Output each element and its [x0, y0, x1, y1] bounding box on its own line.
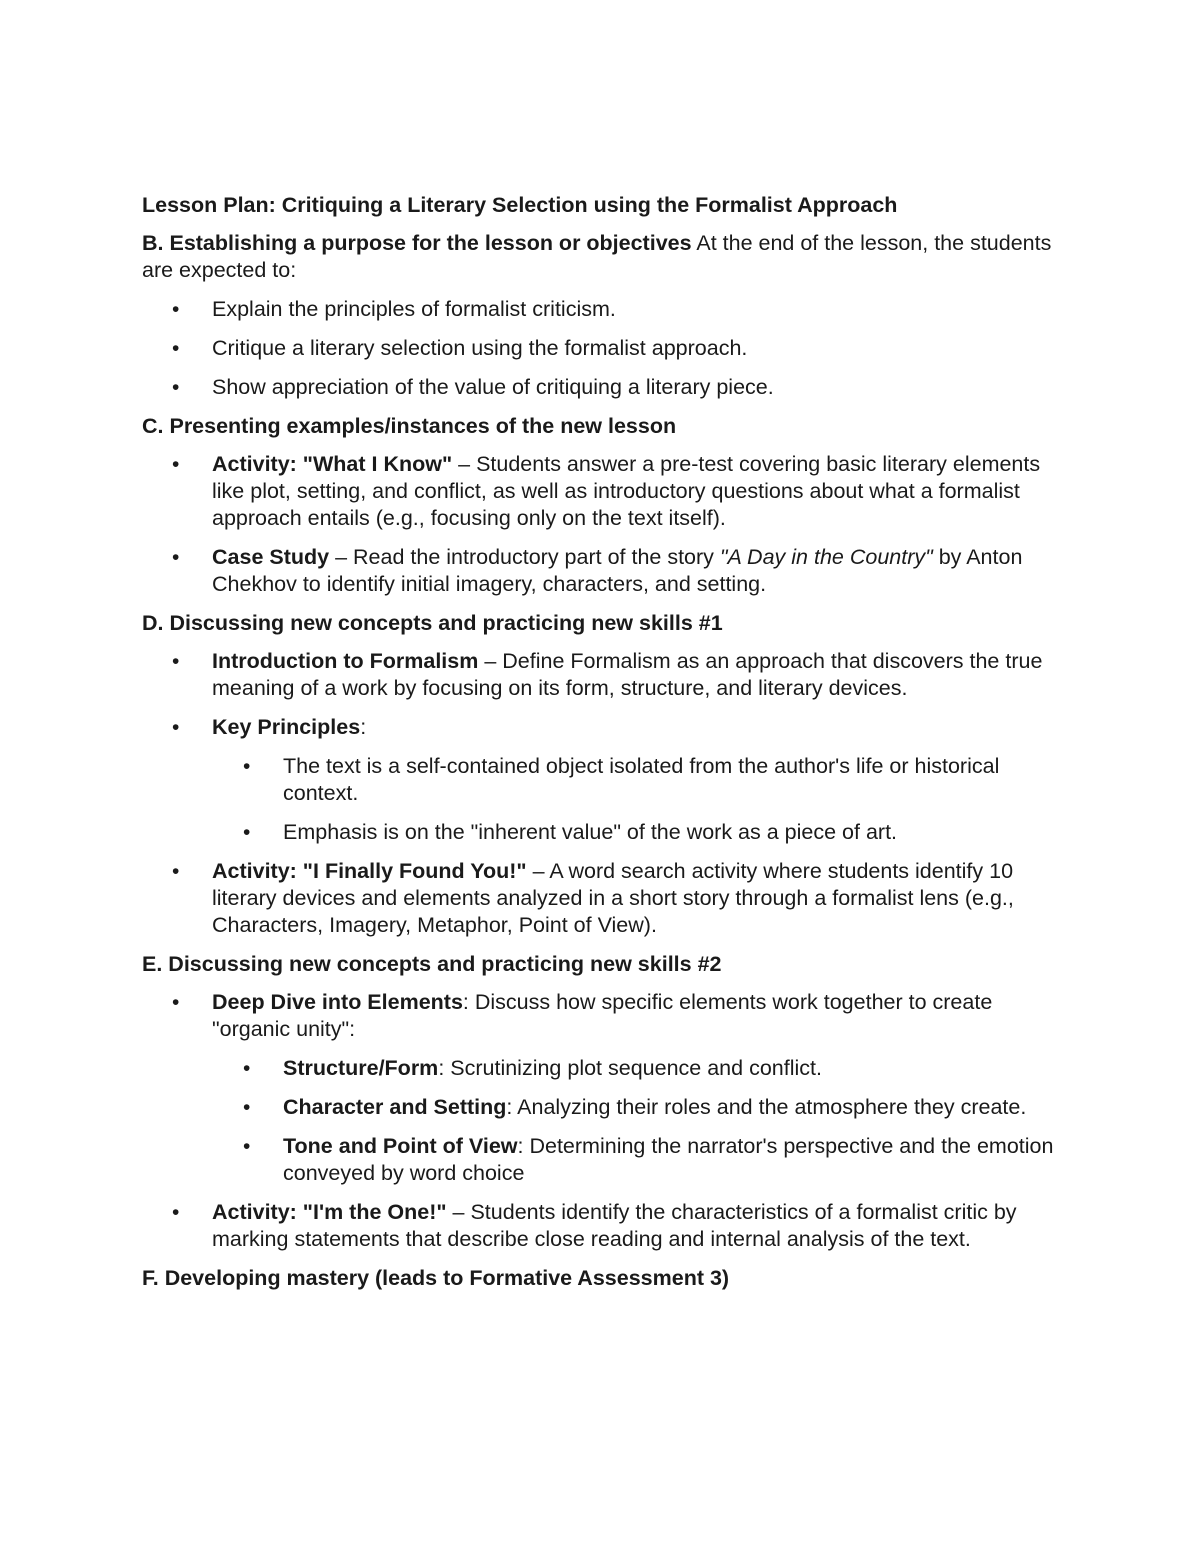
section-b-heading: B. Establishing a purpose for the lesson or objectives: [142, 231, 692, 255]
objective-text: Show appreciation of the value of critiquing a literary piece.: [212, 375, 774, 399]
list-item: [142, 1199, 1062, 1253]
item-label: Deep Dive into Elements: [212, 990, 463, 1014]
subitem-text: The text is a self-contained object isolated from the author's life or historical context.: [283, 754, 1000, 805]
item-text: – Students identify the characteristics of a formalist critic by marking statements that describe close reading and internal analysis of the text.: [212, 1200, 1017, 1251]
section-b: [142, 230, 1062, 284]
document-page: [142, 192, 1062, 1303]
subitem-text: : Analyzing their roles and the atmosphere they create.: [506, 1095, 1027, 1119]
subitem-text: : Determining the narrator's perspective and the emotion conveyed by word choice: [283, 1134, 1054, 1185]
item-label: Key Principles: [212, 715, 361, 739]
item-text: by Anton Chekhov to identify initial imagery, characters, and setting.: [212, 545, 1023, 596]
document-title: Lesson Plan: Critiquing a Literary Selection using the Formalist Approach: [142, 193, 898, 217]
objective-text: Critique a literary selection using the formalist approach.: [212, 336, 748, 360]
section-e-heading: E. Discussing new concepts and practicing new skills #2: [142, 952, 722, 976]
section-c-list: [142, 451, 1062, 598]
objective-text: Explain the principles of formalist criticism.: [212, 297, 616, 321]
section-e-list: [142, 989, 1062, 1253]
section-b-intro: At the end of the lesson, the students are expected to:: [142, 231, 1052, 282]
subitem-label: Character and Setting: [283, 1095, 507, 1119]
list-item: [142, 544, 1062, 598]
section-d-heading: D. Discussing new concepts and practicing new skills #1: [142, 611, 723, 635]
list-item: [142, 296, 1062, 323]
item-text: :: [360, 715, 367, 739]
sublist-item: [212, 1094, 1062, 1121]
list-item: [142, 858, 1062, 939]
sublist-item: [212, 819, 1062, 846]
item-label: Introduction to Formalism: [212, 649, 479, 673]
list-item: [142, 374, 1062, 401]
list-item: [142, 648, 1062, 702]
item-text: – Students answer a pre-test covering basic literary elements like plot, setting, and conflict, as well as introductory questions about what a formalist approach entails (e.g., focusing only on the text itself).: [212, 452, 1041, 530]
section-f-heading: F. Developing mastery (leads to Formative Assessment 3): [142, 1266, 730, 1290]
sublist-item: [212, 1055, 1062, 1082]
list-item: [142, 335, 1062, 362]
list-item: [142, 714, 1062, 846]
item-text: – A word search activity where students identify 10 literary devices and elements analyzed in a short story through a formalist lens (e.g., Characters, Imagery, Metaphor, Point of View).: [212, 859, 1014, 937]
item-text: – Read the introductory part of the story: [329, 545, 720, 569]
section-c-heading: C. Presenting examples/instances of the new lesson: [142, 414, 677, 438]
list-item: [142, 989, 1062, 1187]
subitem-label: Structure/Form: [283, 1056, 439, 1080]
item-label: Activity: "What I Know": [212, 452, 453, 476]
item-label: Activity: "I Finally Found You!": [212, 859, 527, 883]
item-label: Case Study: [212, 545, 330, 569]
story-title: "A Day in the Country": [719, 545, 933, 569]
item-text: – Define Formalism as an approach that discovers the true meaning of a work by focusing on its form, structure, and literary devices.: [212, 649, 1043, 700]
objectives-list: [142, 296, 1062, 401]
item-text: : Discuss how specific elements work together to create "organic unity":: [212, 990, 993, 1041]
sublist-item: [212, 753, 1062, 807]
key-principles-sublist: [212, 753, 1062, 846]
section-d-list: [142, 648, 1062, 939]
subitem-text: : Scrutinizing plot sequence and conflict.: [438, 1056, 822, 1080]
list-item: [142, 451, 1062, 532]
elements-sublist: [212, 1055, 1062, 1187]
subitem-label: Tone and Point of View: [283, 1134, 518, 1158]
sublist-item: [212, 1133, 1062, 1187]
item-label: Activity: "I'm the One!": [212, 1200, 447, 1224]
subitem-text: Emphasis is on the "inherent value" of the work as a piece of art.: [283, 820, 898, 844]
